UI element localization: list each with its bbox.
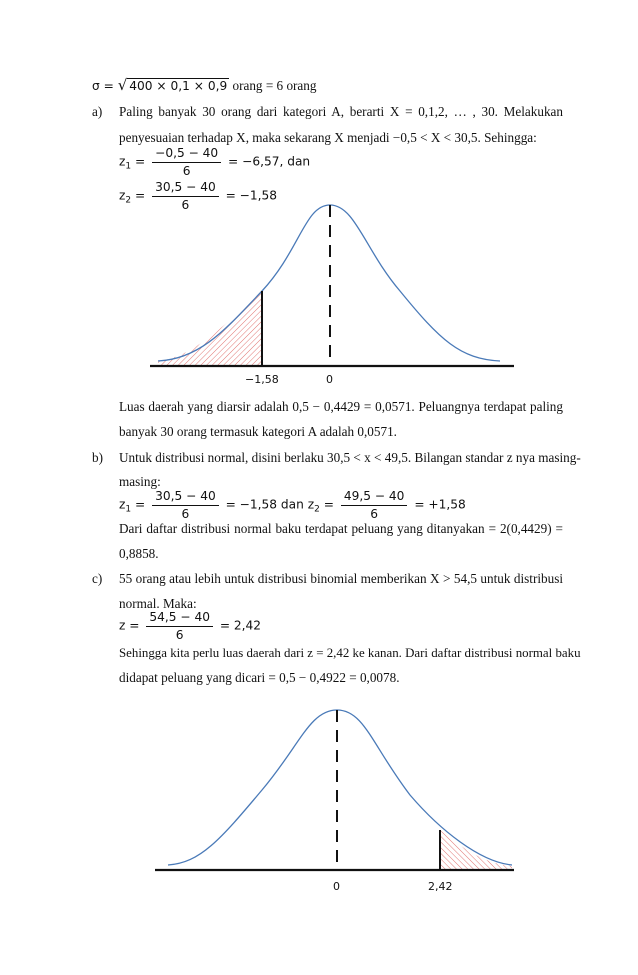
c-z-numerator: 54,5 − 40 (146, 610, 213, 627)
b-z2-numerator: 49,5 − 40 (341, 489, 408, 506)
part-c-line1: 55 orang atau lebih untuk distribusi binomial memberikan X > 54,5 untuk distribusi (119, 571, 563, 586)
b-z1-symbol: z (119, 497, 126, 512)
z2-sub: 2 (125, 195, 132, 206)
tick-label-pos: 2,42 (428, 880, 453, 893)
b-z1-denominator: 6 (181, 507, 190, 521)
part-c-result2: didapat peluang yang dicari = 0,5 − 0,4922 = 0,0078. (119, 670, 400, 685)
tick-label-zero: 0 (326, 373, 333, 386)
c-z-symbol: z = (119, 618, 140, 633)
b-z2-sub: 2 (314, 504, 320, 515)
sigma-radicand: 400 × 0,1 × 0,9 (129, 79, 228, 93)
c-z-result: = 2,42 (219, 618, 262, 633)
part-b-z: $z_1$ = $\frac{30,5 - 40}{6}$ = −1,58 dan $z_2$ = $\frac{49,5 - 40}{6}$ = +1,58 (119, 489, 466, 521)
part-b-line1: Untuk distribusi normal, disini berlaku 30,5 < x < 49,5. Bilangan standar z nya masing- (119, 450, 581, 465)
part-a-line2: penyesuaian terhadap X, maka sekarang X menjadi −0,5 < X < 30,5. Sehingga: (119, 130, 537, 145)
b-z2-result: = +1,58 (414, 497, 466, 512)
z1-sub: 1 (125, 161, 132, 172)
sqrt-icon: √ (117, 76, 128, 94)
part-b-marker: b) (92, 450, 103, 465)
shaded-right-area (440, 830, 512, 870)
part-a-marker: a) (92, 104, 103, 119)
tick-label-zero-2: 0 (333, 880, 340, 893)
z2-result: = −1,58 (225, 188, 278, 203)
b-z2-symbol: z (307, 497, 315, 512)
z1-denominator: 6 (182, 164, 191, 178)
part-b-line2: masing: (119, 474, 161, 489)
z2-symbol: z (119, 188, 126, 203)
part-c-line2: normal. Maka: (119, 596, 197, 611)
b-z1-result: = −1,58 dan (225, 497, 304, 512)
part-b-result2: 0,8858. (119, 546, 159, 561)
b-z1-numerator: 30,5 − 40 (152, 489, 219, 506)
z2-eq: = (135, 188, 146, 203)
part-a-result2: banyak 30 orang termasuk kategori A adalah 0,0571. (119, 424, 397, 439)
b-z2-denominator: 6 (370, 507, 379, 521)
tick-label-neg: −1,58 (245, 373, 279, 386)
z1-result: = −6,57, dan (228, 154, 311, 169)
z2-denominator: 6 (181, 198, 190, 212)
part-c-marker: c) (92, 571, 103, 586)
z2-numerator: 30,5 − 40 (152, 180, 219, 197)
part-c-result1: Sehingga kita perlu luas daerah dari z = 2,42 ke kanan. Dari daftar distribusi normal baku (119, 646, 581, 660)
sigma-lhs: σ = (92, 79, 114, 93)
part-a-result1: Luas daerah yang diarsir adalah 0,5 − 0,4429 = 0,0571. Peluangnya terdapat paling (119, 399, 563, 414)
b-z1-sub: 1 (125, 504, 132, 515)
z1-eq: = (135, 154, 146, 169)
z1-symbol: z (119, 154, 126, 169)
part-b-result1: Dari daftar distribusi normal baku terdapat peluang yang ditanyakan = 2(0,4429) = (119, 521, 563, 536)
c-z-denominator: 6 (175, 628, 184, 642)
part-a-line1: Paling banyak 30 orang dari kategori A, berarti X = 0,1,2, … , 30. Melakukan (119, 104, 563, 119)
bell-curve-2 (168, 710, 512, 865)
sigma-rest: orang = 6 orang (229, 78, 317, 93)
z1-numerator: −0,5 − 40 (152, 146, 221, 163)
